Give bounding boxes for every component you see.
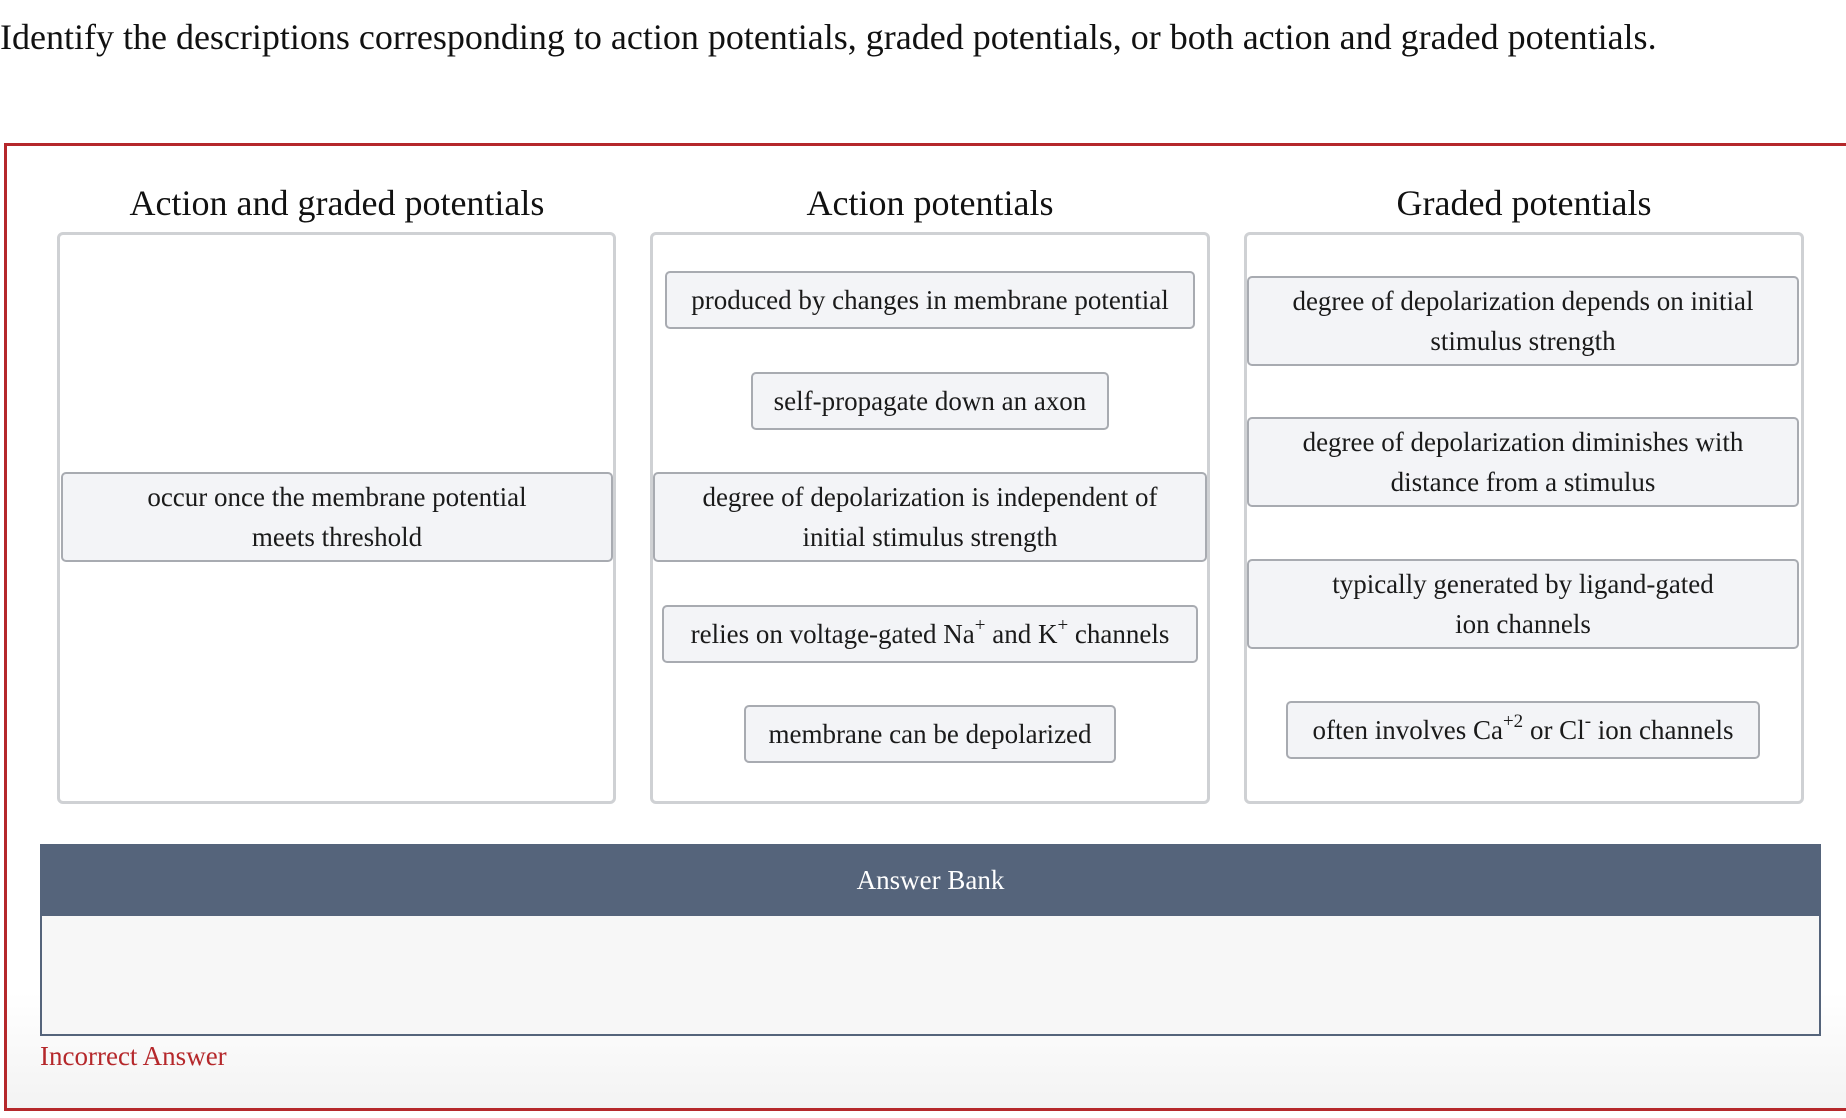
card-text: degree of depolarization diminishes with distance from a stimulus [1302,427,1744,497]
column-title-graded: Graded potentials [1396,183,1652,223]
answer-card[interactable] [1247,417,1799,507]
card-text: relies on voltage-gated Na+ and K+ channels [690,615,1170,649]
answer-card[interactable] [1247,276,1799,366]
answer-bank-header [40,844,1821,916]
answer-card[interactable] [61,472,613,562]
question-prompt: Identify the descriptions corresponding to action potentials, graded potentials, or both action and graded potentials. [0,17,1657,57]
answer-card[interactable] [653,472,1207,562]
answer-card[interactable] [1286,701,1760,759]
card-text: membrane can be depolarized [768,719,1092,749]
card-text: degree of depolarization is independent of initial stimulus strength [702,482,1158,552]
answer-bank-dropzone[interactable] [40,916,1821,1036]
column-title-action: Action potentials [806,183,1054,223]
answer-card[interactable] [751,372,1109,430]
answer-card[interactable] [1247,559,1799,649]
feedback-status: Incorrect Answer [40,1041,227,1071]
card-text: often involves $Ca^{+2}$ or Cl- ion channels [1312,711,1734,745]
answer-card[interactable] [744,705,1116,763]
answer-card[interactable] [662,605,1198,663]
card-text: produced by changes in membrane potential [691,285,1169,315]
card-text: occur once the membrane potential meets threshold [147,482,527,552]
card-text: self-propagate down an axon [773,386,1087,416]
answer-bank-label: Answer Bank [856,864,1005,895]
card-text: degree of depolarization depends on initial stimulus strength [1292,286,1754,356]
column-title-both: Action and graded potentials [129,183,545,223]
answer-card[interactable] [665,271,1195,329]
card-text: typically generated by ligand-gated ion channels [1332,569,1714,639]
